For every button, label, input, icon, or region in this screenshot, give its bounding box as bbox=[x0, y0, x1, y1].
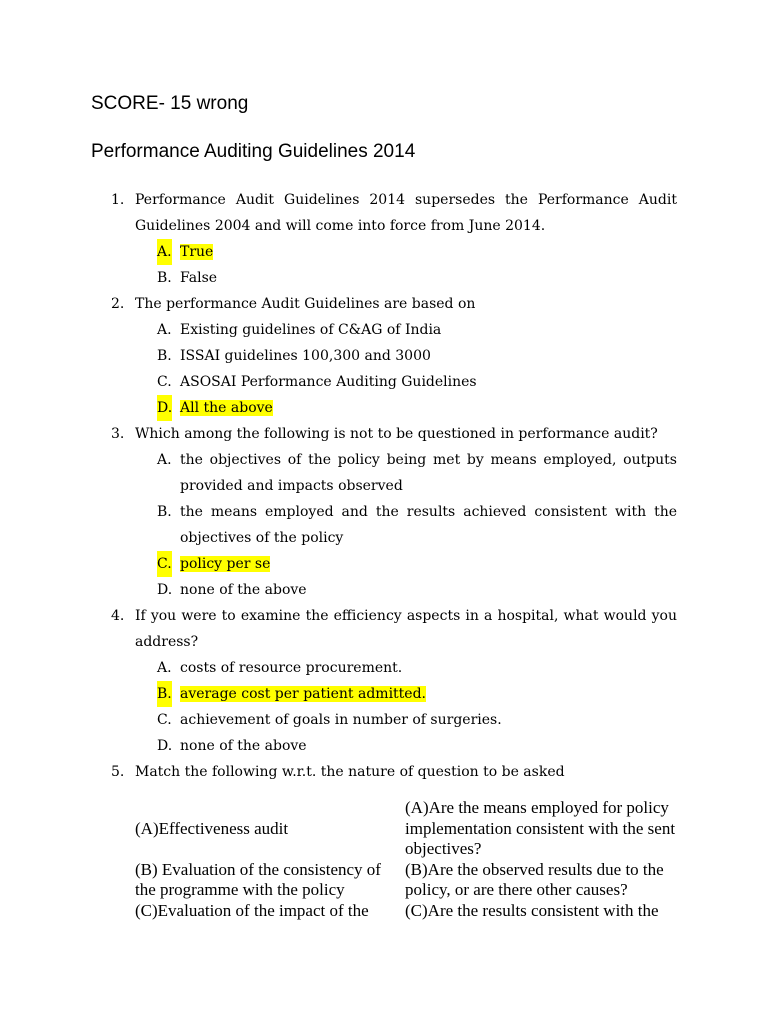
option-4a bbox=[157, 655, 677, 681]
option-letter: A. bbox=[157, 239, 172, 265]
option-text: none of the above bbox=[180, 738, 307, 754]
option-3d bbox=[157, 577, 677, 603]
option-4c bbox=[157, 707, 677, 733]
option-letter: D. bbox=[157, 738, 173, 754]
option-4b-highlighted bbox=[157, 681, 677, 707]
option-letter: C. bbox=[157, 712, 172, 728]
option-text: ISSAI guidelines 100,300 and 3000 bbox=[180, 348, 431, 364]
option-text: policy per se bbox=[180, 556, 271, 572]
question-number: 1. bbox=[111, 192, 125, 208]
question-number: 3. bbox=[111, 426, 125, 442]
option-text: the means employed and the results achieved consistent with the objectives of the policy bbox=[180, 504, 677, 546]
option-2c bbox=[157, 369, 677, 395]
match-row bbox=[135, 901, 690, 922]
option-text: costs of resource procurement. bbox=[180, 660, 403, 676]
question-5 bbox=[111, 759, 677, 785]
match-table bbox=[135, 798, 690, 921]
option-3c-highlighted bbox=[157, 551, 677, 577]
question-number: 5. bbox=[111, 764, 125, 780]
option-letter: A. bbox=[157, 452, 172, 468]
option-text: False bbox=[180, 270, 218, 286]
option-letter: A. bbox=[157, 322, 172, 338]
option-text: none of the above bbox=[180, 582, 307, 598]
option-1a-highlighted bbox=[157, 239, 677, 265]
option-text: Existing guidelines of C&AG of India bbox=[180, 322, 442, 338]
option-text: ASOSAI Performance Auditing Guidelines bbox=[180, 374, 477, 390]
option-letter: D. bbox=[157, 582, 173, 598]
match-right-cell: (C)Are the results consistent with the bbox=[405, 900, 659, 920]
option-text: the objectives of the policy being met by means employed, outputs provided and impacts observed bbox=[180, 452, 677, 494]
option-letter: C. bbox=[157, 374, 172, 390]
match-right-cell: (B)Are the observed results due to the policy, or are there other causes? bbox=[405, 859, 664, 899]
option-3a bbox=[157, 447, 677, 499]
question-4 bbox=[111, 603, 677, 655]
question-3 bbox=[111, 421, 677, 447]
option-2d-highlighted bbox=[157, 395, 677, 421]
match-row bbox=[135, 860, 690, 901]
score-line: SCORE- 15 wrong bbox=[91, 93, 249, 114]
question-text: Match the following w.r.t. the nature of question to be asked bbox=[135, 764, 565, 780]
option-2a bbox=[157, 317, 677, 343]
option-2b bbox=[157, 343, 677, 369]
option-letter: B. bbox=[157, 504, 172, 520]
option-text: All the above bbox=[180, 400, 273, 416]
question-1 bbox=[111, 187, 677, 239]
option-text: True bbox=[180, 244, 214, 260]
option-letter: B. bbox=[157, 348, 172, 364]
match-right-cell: (A)Are the means employed for policy implementation consistent with the sent objectives? bbox=[405, 798, 676, 858]
option-letter: C. bbox=[157, 551, 172, 577]
match-left-cell: (C)Evaluation of the impact of the bbox=[135, 900, 369, 920]
question-list bbox=[0, 187, 768, 785]
option-letter: A. bbox=[157, 660, 172, 676]
option-text: average cost per patient admitted. bbox=[180, 686, 426, 702]
question-text: The performance Audit Guidelines are based on bbox=[135, 296, 476, 312]
question-number: 2. bbox=[111, 296, 125, 312]
option-4d bbox=[157, 733, 677, 759]
option-text: achievement of goals in number of surgeries. bbox=[180, 712, 502, 728]
match-row bbox=[135, 798, 690, 860]
match-left-cell: (A)Effectiveness audit bbox=[135, 818, 289, 838]
question-text: If you were to examine the efficiency aspects in a hospital, what would you address? bbox=[135, 608, 677, 650]
question-text: Which among the following is not to be questioned in performance audit? bbox=[135, 426, 658, 442]
question-2 bbox=[111, 291, 677, 317]
document-title: Performance Auditing Guidelines 2014 bbox=[91, 141, 416, 162]
option-letter: B. bbox=[157, 270, 172, 286]
option-letter: B. bbox=[157, 681, 172, 707]
match-left-cell: (B) Evaluation of the consistency of the programme with the policy bbox=[135, 859, 381, 899]
question-text: Performance Audit Guidelines 2014 supersedes the Performance Audit Guidelines 2004 and will come into force from June 2014. bbox=[135, 192, 677, 234]
question-number: 4. bbox=[111, 608, 125, 624]
option-letter: D. bbox=[157, 395, 172, 421]
option-3b bbox=[157, 499, 677, 551]
option-1b bbox=[157, 265, 677, 291]
